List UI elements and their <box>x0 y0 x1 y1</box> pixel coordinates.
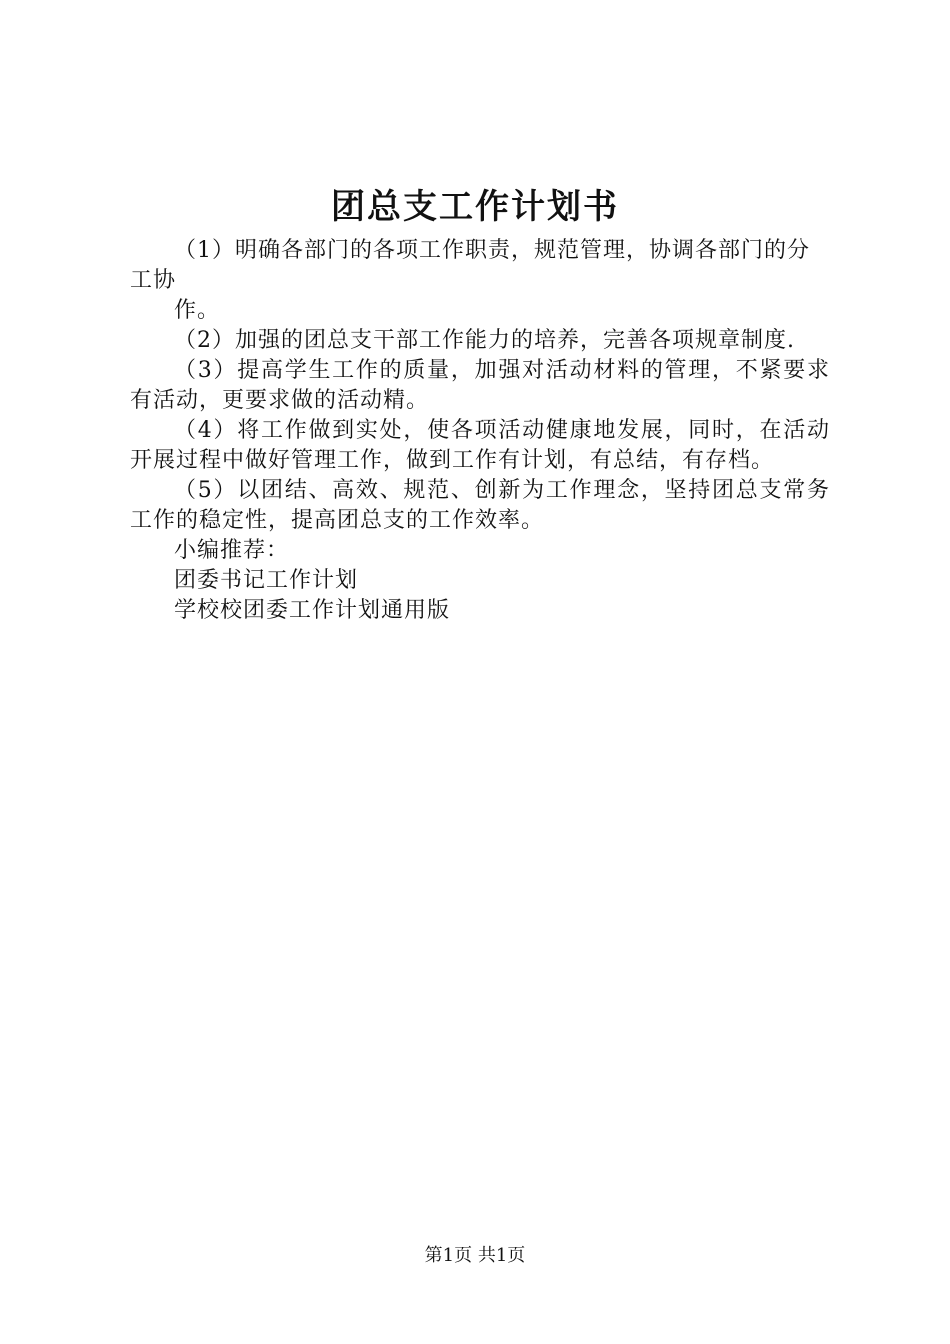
document-title: 团总支工作计划书 <box>331 187 619 227</box>
recommend-label: 小编推荐： <box>174 538 290 563</box>
paragraph-item-4: （4）将工作做到实处，使各项活动健康地发展，同时，在活动开展过程中做好管理工作，做到工作有计划，有总结，有存档。 <box>130 418 830 473</box>
paragraph-item-1-continued: 作。 <box>174 298 221 323</box>
paragraph-item-5: （5）以团结、高效、规范、创新为工作理念，坚持团总支常务工作的稳定性，提高团总支的工作效率。 <box>130 478 830 533</box>
recommend-link-1[interactable]: 团委书记工作计划 <box>174 568 359 593</box>
paragraph-item-3: （3）提高学生工作的质量，加强对活动材料的管理，不紧要求有活动，更要求做的活动精。 <box>130 358 830 413</box>
paragraph-item-2: （2）加强的团总支干部工作能力的培养，完善各项规章制度. <box>174 328 795 353</box>
paragraph-item-1: （1）明确各部门的各项工作职责，规范管理，协调各部门的分工协 <box>130 238 810 293</box>
recommend-link-2[interactable]: 学校校团委工作计划通用版 <box>174 598 451 623</box>
document-body <box>130 236 830 626</box>
page-footer: 第1页 共1页 <box>424 1245 526 1266</box>
